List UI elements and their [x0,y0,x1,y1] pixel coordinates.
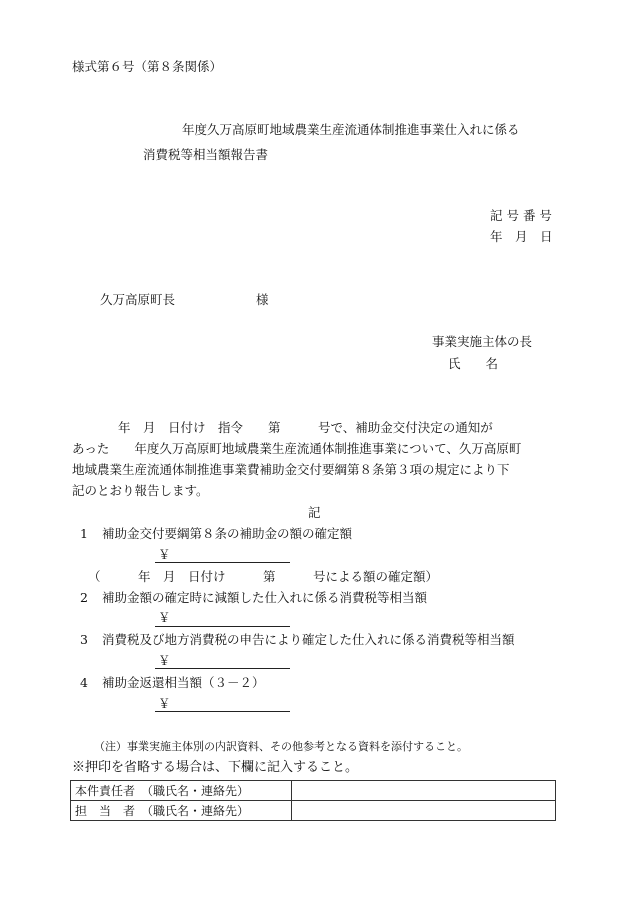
responsible-person-field[interactable] [292,781,556,801]
body-line-1: 年 月 日付け 指令 第 号で、補助金交付決定の通知が [118,420,493,435]
addressee-honorific: 様 [256,292,269,307]
item-2-amount-line[interactable] [155,626,290,627]
body-line-4: 記のとおり報告します。 [72,483,209,498]
document-date: 年 月 日 [490,229,553,244]
item-1-note: （ 年 月 日付け 第 号による額の確定額） [88,569,439,584]
item-2-number: 2 [80,590,88,605]
item-4-number: 4 [80,675,88,690]
item-3-number: 3 [80,632,88,647]
form-number: 様式第６号（第８条関係） [72,59,223,74]
item-3-yen: ￥ [158,653,171,668]
table-row [71,781,556,801]
item-1-yen: ￥ [158,547,171,562]
item-4-yen: ￥ [158,696,171,711]
staff-in-charge-field[interactable] [292,801,556,821]
addressee-name: 久万高原町長 [100,292,176,307]
item-1-number: 1 [80,526,88,541]
attachment-note: （注）事業実施主体別の内訳資料、その他参考となる資料を添付すること。 [94,740,468,753]
staff-in-charge-label: 担 当 者 （職氏名・連絡先） [71,801,292,821]
item-4-label: 補助金返還相当額（３－２） [102,675,265,690]
seal-omission-note: ※押印を省略する場合は、下欄に記入すること。 [72,760,359,775]
sender-label: 事業実施主体の長 [432,334,533,349]
table-row [71,801,556,821]
item-2-label: 補助金額の確定時に減額した仕入れに係る消費税等相当額 [102,590,428,605]
responsible-person-label: 本件責任者 （職氏名・連絡先） [71,781,292,801]
body-line-3: 地域農業生産流通体制推進事業費補助金交付要綱第８条第３項の規定により下 [72,462,510,477]
item-4-amount-line[interactable] [155,711,290,712]
item-3-label: 消費税及び地方消費税の申告により確定した仕入れに係る消費税等相当額 [102,632,515,647]
sender-name: 氏 名 [448,356,499,371]
item-3-amount-line[interactable] [155,668,290,669]
item-1-amount-line[interactable] [155,562,290,563]
ki-heading: 記 [308,505,321,520]
title-line-1: 年度久万高原町地域農業生産流通体制推進事業仕入れに係る [182,122,520,137]
item-2-yen: ￥ [158,610,171,625]
body-line-2: あった 年度久万高原町地域農業生産流通体制推進事業について、久万高原町 [72,441,522,456]
title-line-2: 消費税等相当額報告書 [143,147,269,162]
item-1-label: 補助金交付要綱第８条の補助金の額の確定額 [102,526,353,541]
contact-table [70,780,556,821]
document-number: 記 号 番 号 [490,208,552,223]
